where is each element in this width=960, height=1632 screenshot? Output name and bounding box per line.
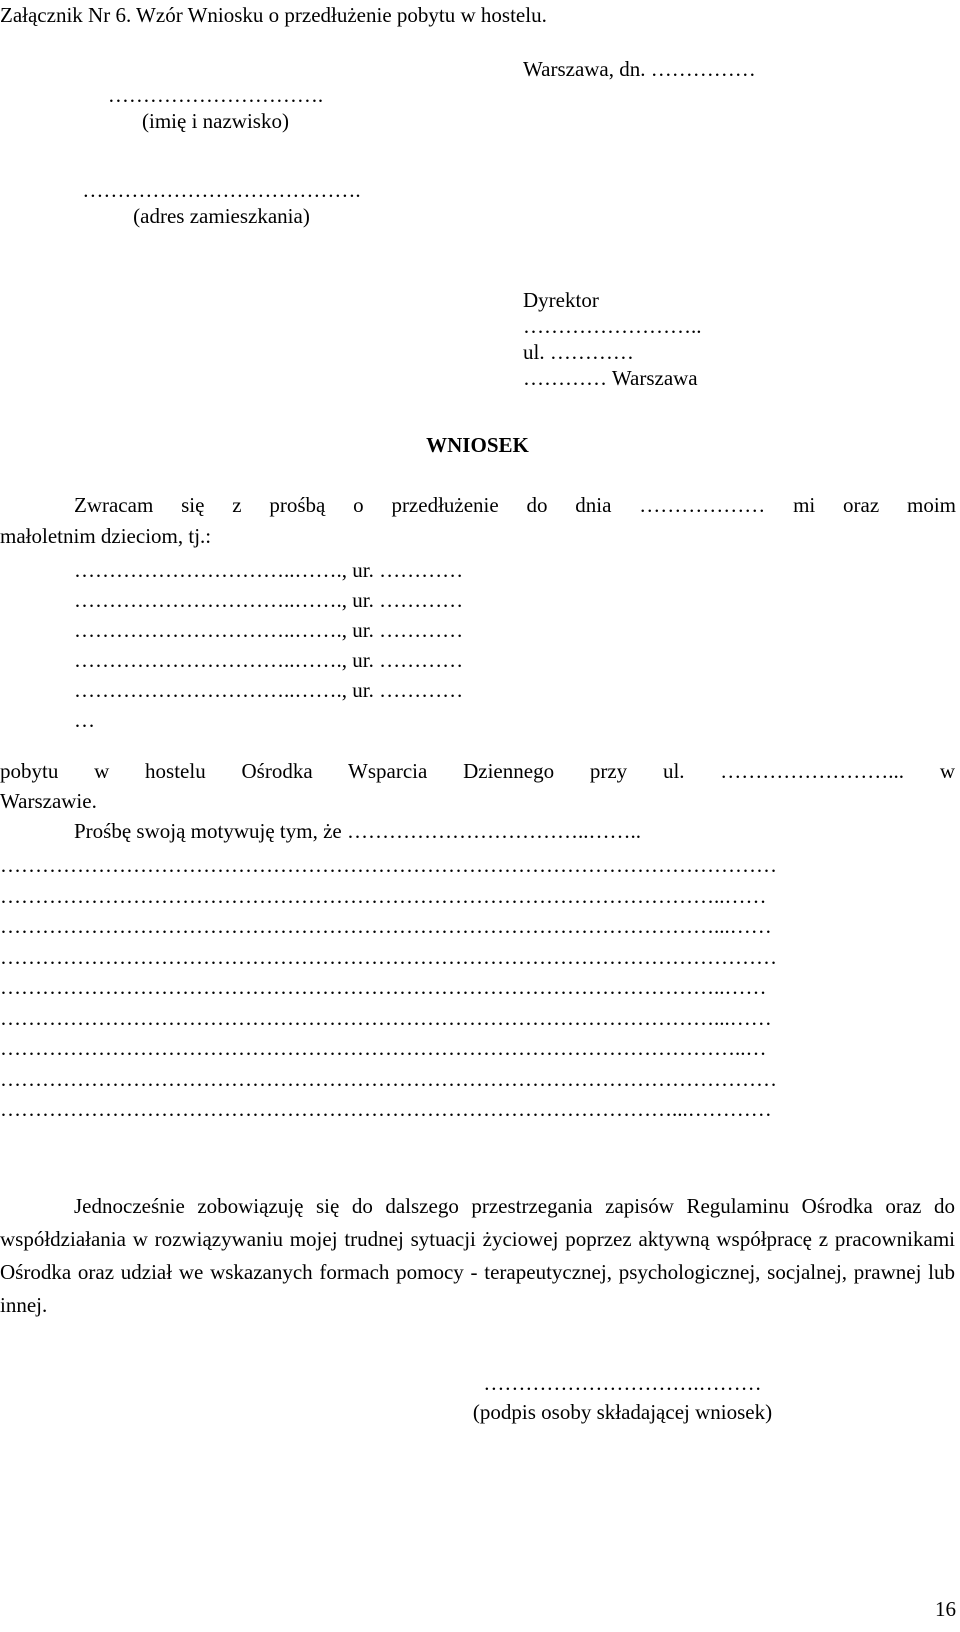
- reason-line: …………………………………………………………………………………………………: [0, 1066, 777, 1091]
- place-date: Warszawa, dn. ……………: [523, 57, 756, 81]
- reason-line: …………………………………………………………………………………………..……: [0, 975, 767, 999]
- child-entry: …………………………..……., ur. …………: [74, 588, 464, 612]
- recipient-line: ……………………..: [523, 314, 702, 338]
- recipient-title: Dyrektor: [523, 288, 599, 312]
- reason-line: …………………………………………………………………………………………..……: [0, 883, 767, 908]
- child-entry: …………………………..……., ur. …………: [74, 648, 464, 672]
- applicant-address-label: (adres zamieszkania): [133, 204, 310, 228]
- child-entry: …………………………..……., ur. …………: [74, 678, 464, 702]
- reason-line: …………………………………………………………………………………………...……: [0, 914, 772, 938]
- stay-line-1: pobytu w hostelu Ośrodka Wsparcia Dziennego przy ul. ……………………... w: [0, 759, 955, 783]
- children-ellipsis: …: [74, 708, 95, 732]
- attachment-title: Załącznik Nr 6. Wzór Wniosku o przedłużenie pobytu w hostelu.: [0, 3, 547, 27]
- reason-line: ……………………………………………………………………………………...…………: [0, 1097, 772, 1121]
- signature-label: (podpis osoby składającej wniosek): [472, 1400, 773, 1424]
- child-entry: …………………………..……., ur. …………: [74, 618, 464, 642]
- request-line-1: Zwracam się z prośbą o przedłużenie do dnia ……………… mi oraz moim: [74, 493, 956, 517]
- applicant-name-label: (imię i nazwisko): [142, 109, 289, 133]
- document-title: WNIOSEK: [426, 433, 529, 457]
- applicant-address-line: ………………………………….: [82, 178, 361, 202]
- reason-line: …………………………………………………………………………………………...……: [0, 1005, 772, 1030]
- recipient-street: ul. …………: [523, 340, 634, 364]
- reason-line: …………………………………………………………………………………………………: [0, 944, 777, 969]
- reason-line: ……………………………………………………………………………………………..…: [0, 1036, 767, 1060]
- page-number: 16: [935, 1597, 956, 1621]
- child-entry: …………………………..……., ur. …………: [74, 558, 464, 582]
- obligation-paragraph: Jednocześnie zobowiązuję się do dalszego przestrzegania zapisów Regulaminu Ośrodka oraz do współdziałania w rozwiązywaniu mojej trudnej sytuacji życiowej poprzez aktywną współpracę z pracownikami Ośrodka oraz udział we wskazanych formach pomocy - terapeutycznej, psychologicznej, socjalnej, prawnej lub innej.: [0, 1194, 955, 1317]
- reason-lines: [0, 850, 955, 1125]
- stay-line-2: Warszawie.: [0, 789, 97, 813]
- applicant-name-line: ………………………….: [107, 83, 324, 107]
- reason-line: …………………………………………………………………………………………………: [0, 853, 777, 877]
- request-line-2: małoletnim dzieciom, tj.:: [0, 524, 212, 548]
- signature-line: ………………………….………: [483, 1371, 762, 1395]
- recipient-city: ………… Warszawa: [523, 366, 698, 390]
- reason-intro: Prośbę swoją motywuję tym, że ……………………………..……..: [74, 819, 641, 843]
